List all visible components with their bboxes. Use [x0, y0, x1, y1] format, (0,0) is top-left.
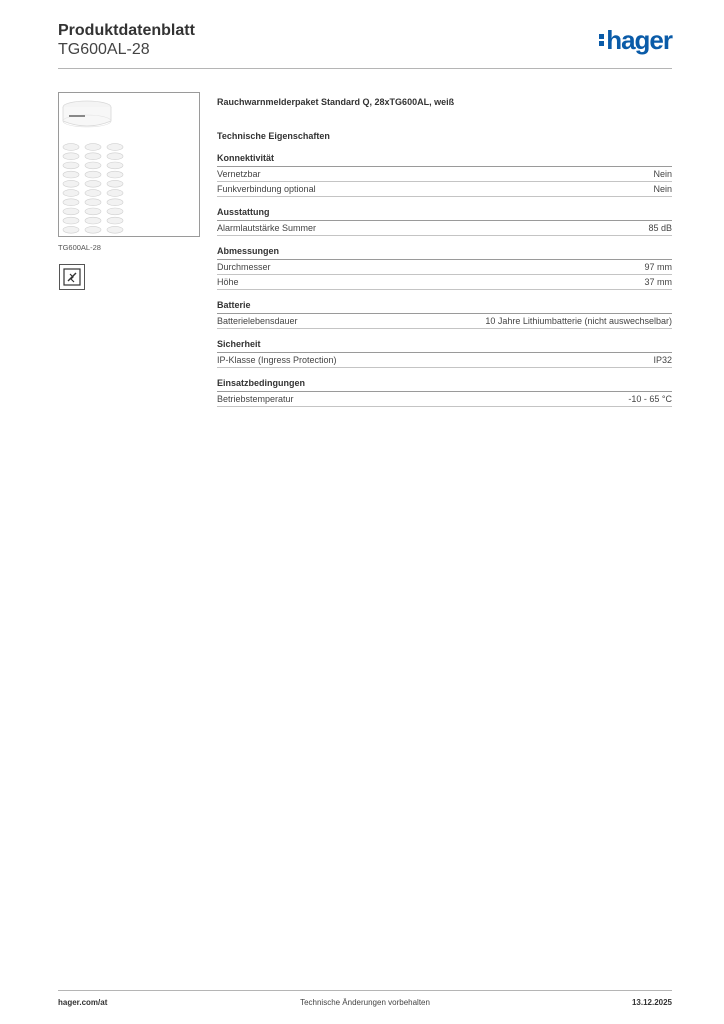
mini-detector-icon — [107, 199, 123, 206]
property-row — [217, 260, 672, 275]
property-row — [217, 392, 672, 407]
mini-detector-icon — [63, 199, 79, 206]
group-title: Ausstattung — [217, 206, 672, 221]
electrical-symbol-icon — [59, 264, 85, 290]
property-row — [217, 353, 672, 368]
mini-detector-icon — [63, 180, 79, 187]
property-group — [217, 152, 672, 197]
mini-detector-icon — [85, 217, 101, 224]
property-label: Betriebstemperatur — [217, 394, 294, 404]
property-value: 37 mm — [644, 277, 672, 287]
property-label: Vernetzbar — [217, 169, 261, 179]
mini-detector-icon — [63, 208, 79, 215]
mini-detector-icon — [107, 153, 123, 160]
page-footer — [58, 998, 672, 1012]
group-title: Sicherheit — [217, 338, 672, 353]
group-title: Konnektivität — [217, 152, 672, 167]
property-value: -10 - 65 °C — [628, 394, 672, 404]
section-heading: Technische Eigenschaften — [217, 131, 330, 141]
mini-detector-icon — [63, 144, 79, 151]
property-label: Batterielebensdauer — [217, 316, 298, 326]
mini-detector-icon — [63, 171, 79, 178]
mini-detector-icon — [85, 162, 101, 169]
property-group — [217, 299, 672, 329]
mini-detector-icon — [63, 153, 79, 160]
mini-detector-icon — [85, 153, 101, 160]
mini-detector-icon — [107, 171, 123, 178]
property-value: 97 mm — [644, 262, 672, 272]
mini-detector-icon — [107, 226, 123, 233]
mini-detector-icon — [63, 162, 79, 169]
property-group — [217, 245, 672, 290]
image-caption: TG600AL-28 — [58, 243, 101, 252]
property-value: Nein — [653, 169, 672, 179]
mini-detector-icon — [85, 171, 101, 178]
property-groups — [217, 152, 672, 407]
property-label: IP-Klasse (Ingress Protection) — [217, 355, 337, 365]
property-label: Höhe — [217, 277, 239, 287]
mini-detector-icon — [85, 190, 101, 197]
property-group — [217, 338, 672, 368]
property-value: 10 Jahre Lithiumbatterie (nicht auswechselbar) — [485, 316, 672, 326]
mini-detector-icon — [63, 190, 79, 197]
group-title: Einsatzbedingungen — [217, 377, 672, 392]
page-header — [58, 22, 672, 68]
logo-text: hager — [606, 25, 672, 55]
product-image — [58, 92, 200, 237]
mini-detector-icon — [107, 208, 123, 215]
footer-date: 13.12.2025 — [631, 998, 672, 1007]
mini-detector-icon — [107, 190, 123, 197]
mini-detector-icon — [85, 180, 101, 187]
logo-dots-icon — [599, 33, 604, 47]
property-row — [217, 314, 672, 329]
group-title: Batterie — [217, 299, 672, 314]
property-group — [217, 206, 672, 236]
header-divider — [58, 68, 672, 69]
mini-detector-icon — [107, 162, 123, 169]
group-title: Abmessungen — [217, 245, 672, 260]
mini-detector-icon — [107, 144, 123, 151]
mini-detector-icon — [85, 144, 101, 151]
mini-detector-icon — [85, 199, 101, 206]
hager-logo — [599, 26, 672, 54]
mini-detector-icon — [85, 208, 101, 215]
property-group — [217, 377, 672, 407]
smoke-detector-pack-illustration — [59, 93, 199, 236]
footer-website[interactable]: hager.com/at — [58, 998, 108, 1007]
mini-detector-icon — [107, 217, 123, 224]
mini-detector-icon — [63, 217, 79, 224]
mini-detector-icon — [63, 226, 79, 233]
property-row — [217, 221, 672, 236]
property-row — [217, 167, 672, 182]
footer-divider — [58, 990, 672, 991]
product-name: Rauchwarnmelderpaket Standard Q, 28xTG600AL, weiß — [217, 97, 455, 107]
property-label: Funkverbindung optional — [217, 184, 316, 194]
property-value: IP32 — [653, 355, 672, 365]
property-row — [217, 182, 672, 197]
property-value: Nein — [653, 184, 672, 194]
mini-detector-icon — [107, 180, 123, 187]
product-content — [217, 95, 672, 407]
mini-detector-icon — [85, 226, 101, 233]
footer-note: Technische Änderungen vorbehalten — [300, 998, 430, 1007]
property-row — [217, 275, 672, 290]
property-label: Alarmlautstärke Summer — [217, 223, 317, 233]
document-title: Produktdatenblatt — [58, 22, 195, 39]
property-label: Durchmesser — [217, 262, 271, 272]
property-value: 85 dB — [648, 223, 672, 233]
document-subtitle: TG600AL-28 — [58, 41, 150, 58]
